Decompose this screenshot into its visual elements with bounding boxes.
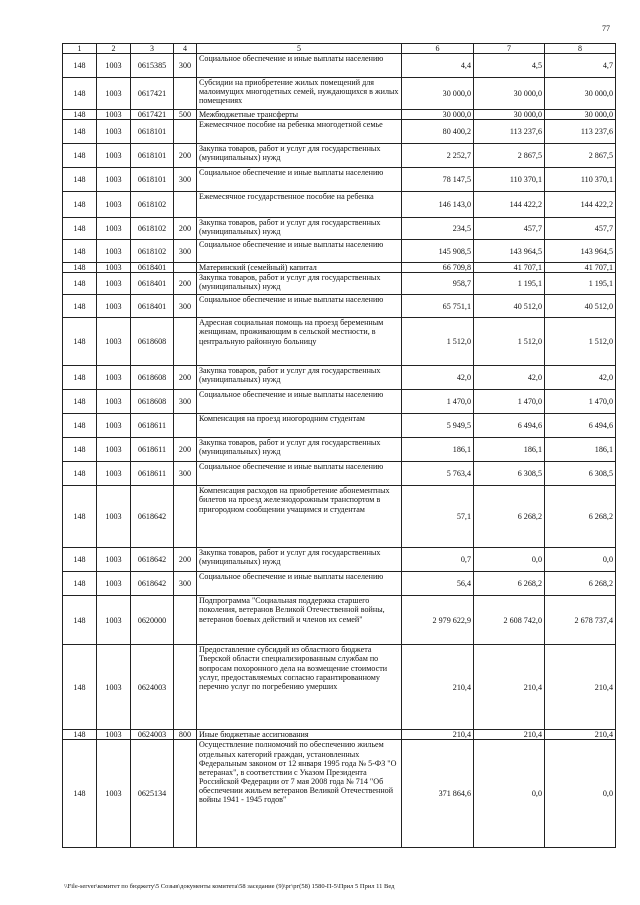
amount-year-1-cell: 234,5 <box>402 218 474 240</box>
section-code-cell: 1003 <box>97 486 131 548</box>
target-item-code-cell: 0618101 <box>131 144 174 168</box>
target-item-code-cell: 0618642 <box>131 572 174 596</box>
amount-year-1-cell: 4,4 <box>402 54 474 78</box>
ministry-code-cell: 148 <box>63 295 97 318</box>
amount-year-1-cell: 57,1 <box>402 486 474 548</box>
target-item-code-cell: 0618611 <box>131 438 174 462</box>
ministry-code-cell: 148 <box>63 645 97 730</box>
table-row <box>63 120 616 144</box>
section-code-cell: 1003 <box>97 390 131 414</box>
ministry-code-cell: 148 <box>63 414 97 438</box>
table-row <box>63 78 616 110</box>
amount-year-3-cell: 2 678 737,4 <box>545 596 616 645</box>
ministry-code-cell: 148 <box>63 263 97 273</box>
table-body <box>63 54 616 848</box>
table-row <box>63 110 616 120</box>
amount-year-1-cell: 371 864,6 <box>402 740 474 848</box>
ministry-code-cell: 148 <box>63 596 97 645</box>
column-number-row <box>63 44 616 54</box>
expense-type-code-cell <box>174 486 197 548</box>
target-item-code-cell: 0618401 <box>131 273 174 295</box>
target-item-code-cell: 0617421 <box>131 78 174 110</box>
description-cell: Социальное обеспечение и иные выплаты населению <box>197 390 402 414</box>
table-row <box>63 240 616 263</box>
amount-year-1-cell: 958,7 <box>402 273 474 295</box>
section-code-cell: 1003 <box>97 120 131 144</box>
description-cell: Компенсация на проезд иногородним студентам <box>197 414 402 438</box>
amount-year-1-cell: 145 908,5 <box>402 240 474 263</box>
description-cell: Ежемесячное пособие на ребенка многодетной семье <box>197 120 402 144</box>
section-code-cell: 1003 <box>97 462 131 486</box>
amount-year-1-cell: 186,1 <box>402 438 474 462</box>
table-row <box>63 596 616 645</box>
expense-type-code-cell <box>174 192 197 218</box>
section-code-cell: 1003 <box>97 295 131 318</box>
table-row <box>63 54 616 78</box>
amount-year-2-cell: 6 494,6 <box>474 414 545 438</box>
description-cell: Закупка товаров, работ и услуг для государственных (муниципальных) нужд <box>197 273 402 295</box>
table-row <box>63 168 616 192</box>
target-item-code-cell: 0624003 <box>131 730 174 740</box>
target-item-code-cell: 0618611 <box>131 414 174 438</box>
amount-year-3-cell: 210,4 <box>545 645 616 730</box>
target-item-code-cell: 0618401 <box>131 295 174 318</box>
target-item-code-cell: 0618101 <box>131 168 174 192</box>
target-item-code-cell: 0617421 <box>131 110 174 120</box>
description-cell: Подпрограмма "Социальная поддержка старшего поколения, ветеранов Великой Отечественной войны, ветеранов боевых действий и членов их семей" <box>197 596 402 645</box>
target-item-code-cell: 0618642 <box>131 548 174 572</box>
table-row <box>63 192 616 218</box>
amount-year-3-cell: 30 000,0 <box>545 110 616 120</box>
col-header-1: 1 <box>63 44 97 54</box>
amount-year-3-cell: 210,4 <box>545 730 616 740</box>
amount-year-1-cell: 2 252,7 <box>402 144 474 168</box>
amount-year-2-cell: 113 237,6 <box>474 120 545 144</box>
section-code-cell: 1003 <box>97 548 131 572</box>
table-row <box>63 295 616 318</box>
description-cell: Межбюджетные трансферты <box>197 110 402 120</box>
amount-year-2-cell: 210,4 <box>474 645 545 730</box>
amount-year-2-cell: 457,7 <box>474 218 545 240</box>
section-code-cell: 1003 <box>97 273 131 295</box>
expense-type-code-cell <box>174 740 197 848</box>
ministry-code-cell: 148 <box>63 730 97 740</box>
expense-type-code-cell: 200 <box>174 438 197 462</box>
ministry-code-cell: 148 <box>63 54 97 78</box>
description-cell: Социальное обеспечение и иные выплаты населению <box>197 295 402 318</box>
amount-year-2-cell: 30 000,0 <box>474 110 545 120</box>
amount-year-2-cell: 42,0 <box>474 366 545 390</box>
target-item-code-cell: 0618102 <box>131 192 174 218</box>
section-code-cell: 1003 <box>97 110 131 120</box>
ministry-code-cell: 148 <box>63 78 97 110</box>
amount-year-3-cell: 110 370,1 <box>545 168 616 192</box>
amount-year-1-cell: 30 000,0 <box>402 78 474 110</box>
table-row <box>63 273 616 295</box>
table-row <box>63 366 616 390</box>
amount-year-1-cell: 66 709,8 <box>402 263 474 273</box>
description-cell: Закупка товаров, работ и услуг для государственных (муниципальных) нужд <box>197 144 402 168</box>
description-cell: Ежемесячное государственное пособие на ребенка <box>197 192 402 218</box>
amount-year-1-cell: 2 979 622,9 <box>402 596 474 645</box>
table-row <box>63 645 616 730</box>
ministry-code-cell: 148 <box>63 110 97 120</box>
description-cell: Материнский (семейный) капитал <box>197 263 402 273</box>
description-cell: Компенсация расходов на приобретение абонементных билетов на проезд железнодорожным транспортом в пригородном сообщении учащимся и студентам <box>197 486 402 548</box>
footer-file-path: \\File-server\комитет по бюджету\5 Созыв\документы комитета\58 заседание (9)\рг\рг(58) 1580-П-5\Прил 5 Прил 11 Вед <box>64 883 395 890</box>
target-item-code-cell: 0618608 <box>131 318 174 366</box>
amount-year-2-cell: 1 195,1 <box>474 273 545 295</box>
budget-table <box>62 43 616 848</box>
amount-year-1-cell: 56,4 <box>402 572 474 596</box>
amount-year-2-cell: 144 422,2 <box>474 192 545 218</box>
amount-year-1-cell: 65 751,1 <box>402 295 474 318</box>
ministry-code-cell: 148 <box>63 572 97 596</box>
target-item-code-cell: 0618611 <box>131 462 174 486</box>
target-item-code-cell: 0625134 <box>131 740 174 848</box>
table-row <box>63 144 616 168</box>
amount-year-2-cell: 30 000,0 <box>474 78 545 110</box>
amount-year-2-cell: 6 268,2 <box>474 572 545 596</box>
target-item-code-cell: 0618401 <box>131 263 174 273</box>
section-code-cell: 1003 <box>97 645 131 730</box>
description-cell: Социальное обеспечение и иные выплаты населению <box>197 572 402 596</box>
expense-type-code-cell <box>174 120 197 144</box>
ministry-code-cell: 148 <box>63 438 97 462</box>
amount-year-3-cell: 6 268,2 <box>545 486 616 548</box>
amount-year-3-cell: 41 707,1 <box>545 263 616 273</box>
table-row <box>63 462 616 486</box>
amount-year-3-cell: 457,7 <box>545 218 616 240</box>
amount-year-1-cell: 146 143,0 <box>402 192 474 218</box>
ministry-code-cell: 148 <box>63 548 97 572</box>
col-header-3: 3 <box>131 44 174 54</box>
expense-type-code-cell: 500 <box>174 110 197 120</box>
target-item-code-cell: 0618102 <box>131 218 174 240</box>
amount-year-3-cell: 4,7 <box>545 54 616 78</box>
amount-year-2-cell: 6 268,2 <box>474 486 545 548</box>
section-code-cell: 1003 <box>97 168 131 192</box>
amount-year-2-cell: 1 512,0 <box>474 318 545 366</box>
col-header-6: 6 <box>402 44 474 54</box>
expense-type-code-cell: 200 <box>174 273 197 295</box>
table-row <box>63 730 616 740</box>
table-row <box>63 740 616 848</box>
expense-type-code-cell: 300 <box>174 572 197 596</box>
table-row <box>63 486 616 548</box>
description-cell: Закупка товаров, работ и услуг для государственных (муниципальных) нужд <box>197 218 402 240</box>
table-row <box>63 318 616 366</box>
table-row <box>63 414 616 438</box>
section-code-cell: 1003 <box>97 438 131 462</box>
section-code-cell: 1003 <box>97 414 131 438</box>
amount-year-2-cell: 2 608 742,0 <box>474 596 545 645</box>
description-cell: Социальное обеспечение и иные выплаты населению <box>197 462 402 486</box>
amount-year-3-cell: 2 867,5 <box>545 144 616 168</box>
amount-year-1-cell: 0,7 <box>402 548 474 572</box>
table-row <box>63 218 616 240</box>
section-code-cell: 1003 <box>97 240 131 263</box>
target-item-code-cell: 0615385 <box>131 54 174 78</box>
col-header-8: 8 <box>545 44 616 54</box>
amount-year-1-cell: 210,4 <box>402 645 474 730</box>
amount-year-2-cell: 1 470,0 <box>474 390 545 414</box>
amount-year-3-cell: 186,1 <box>545 438 616 462</box>
table-row <box>63 572 616 596</box>
amount-year-3-cell: 6 268,2 <box>545 572 616 596</box>
target-item-code-cell: 0618608 <box>131 366 174 390</box>
description-cell: Иные бюджетные ассигнования <box>197 730 402 740</box>
target-item-code-cell: 0618642 <box>131 486 174 548</box>
table-row <box>63 390 616 414</box>
ministry-code-cell: 148 <box>63 273 97 295</box>
col-header-2: 2 <box>97 44 131 54</box>
expense-type-code-cell: 300 <box>174 168 197 192</box>
expense-type-code-cell: 300 <box>174 390 197 414</box>
ministry-code-cell: 148 <box>63 318 97 366</box>
amount-year-1-cell: 42,0 <box>402 366 474 390</box>
description-cell: Закупка товаров, работ и услуг для государственных (муниципальных) нужд <box>197 438 402 462</box>
amount-year-1-cell: 5 763,4 <box>402 462 474 486</box>
expense-type-code-cell: 200 <box>174 144 197 168</box>
ministry-code-cell: 148 <box>63 462 97 486</box>
description-cell: Закупка товаров, работ и услуг для государственных (муниципальных) нужд <box>197 366 402 390</box>
amount-year-2-cell: 0,0 <box>474 548 545 572</box>
amount-year-3-cell: 1 195,1 <box>545 273 616 295</box>
ministry-code-cell: 148 <box>63 486 97 548</box>
col-header-7: 7 <box>474 44 545 54</box>
amount-year-3-cell: 0,0 <box>545 548 616 572</box>
expense-type-code-cell: 300 <box>174 240 197 263</box>
section-code-cell: 1003 <box>97 218 131 240</box>
description-cell: Адресная социальная помощь на проезд беременным женщинам, проживающим в сельской местности, в центральную районную больницу <box>197 318 402 366</box>
target-item-code-cell: 0624003 <box>131 645 174 730</box>
description-cell: Социальное обеспечение и иные выплаты населению <box>197 240 402 263</box>
amount-year-2-cell: 110 370,1 <box>474 168 545 192</box>
amount-year-2-cell: 143 964,5 <box>474 240 545 263</box>
amount-year-3-cell: 1 470,0 <box>545 390 616 414</box>
ministry-code-cell: 148 <box>63 240 97 263</box>
amount-year-3-cell: 1 512,0 <box>545 318 616 366</box>
amount-year-1-cell: 1 512,0 <box>402 318 474 366</box>
description-cell: Социальное обеспечение и иные выплаты населению <box>197 168 402 192</box>
amount-year-1-cell: 1 470,0 <box>402 390 474 414</box>
description-cell: Социальное обеспечение и иные выплаты населению <box>197 54 402 78</box>
table-row <box>63 548 616 572</box>
ministry-code-cell: 148 <box>63 218 97 240</box>
expense-type-code-cell: 300 <box>174 295 197 318</box>
target-item-code-cell: 0618101 <box>131 120 174 144</box>
section-code-cell: 1003 <box>97 366 131 390</box>
amount-year-1-cell: 5 949,5 <box>402 414 474 438</box>
amount-year-2-cell: 210,4 <box>474 730 545 740</box>
target-item-code-cell: 0618608 <box>131 390 174 414</box>
amount-year-3-cell: 6 308,5 <box>545 462 616 486</box>
expense-type-code-cell: 300 <box>174 462 197 486</box>
amount-year-3-cell: 42,0 <box>545 366 616 390</box>
expense-type-code-cell: 200 <box>174 366 197 390</box>
ministry-code-cell: 148 <box>63 366 97 390</box>
expense-type-code-cell: 200 <box>174 218 197 240</box>
section-code-cell: 1003 <box>97 572 131 596</box>
expense-type-code-cell <box>174 78 197 110</box>
expense-type-code-cell <box>174 318 197 366</box>
section-code-cell: 1003 <box>97 78 131 110</box>
amount-year-3-cell: 6 494,6 <box>545 414 616 438</box>
col-header-5: 5 <box>197 44 402 54</box>
amount-year-2-cell: 186,1 <box>474 438 545 462</box>
ministry-code-cell: 148 <box>63 192 97 218</box>
amount-year-2-cell: 40 512,0 <box>474 295 545 318</box>
target-item-code-cell: 0618102 <box>131 240 174 263</box>
amount-year-1-cell: 80 400,2 <box>402 120 474 144</box>
description-cell: Субсидии на приобретение жилых помещений для малоимущих многодетных семей, нуждающихся в жилых помещениях <box>197 78 402 110</box>
expense-type-code-cell <box>174 596 197 645</box>
amount-year-3-cell: 30 000,0 <box>545 78 616 110</box>
amount-year-3-cell: 143 964,5 <box>545 240 616 263</box>
amount-year-2-cell: 2 867,5 <box>474 144 545 168</box>
amount-year-1-cell: 78 147,5 <box>402 168 474 192</box>
amount-year-2-cell: 41 707,1 <box>474 263 545 273</box>
expense-type-code-cell <box>174 414 197 438</box>
section-code-cell: 1003 <box>97 263 131 273</box>
ministry-code-cell: 148 <box>63 390 97 414</box>
expense-type-code-cell: 300 <box>174 54 197 78</box>
expense-type-code-cell <box>174 263 197 273</box>
table-row <box>63 438 616 462</box>
section-code-cell: 1003 <box>97 192 131 218</box>
section-code-cell: 1003 <box>97 54 131 78</box>
expense-type-code-cell <box>174 645 197 730</box>
ministry-code-cell: 148 <box>63 144 97 168</box>
section-code-cell: 1003 <box>97 730 131 740</box>
amount-year-2-cell: 0,0 <box>474 740 545 848</box>
table-row <box>63 263 616 273</box>
amount-year-3-cell: 0,0 <box>545 740 616 848</box>
expense-type-code-cell: 800 <box>174 730 197 740</box>
ministry-code-cell: 148 <box>63 120 97 144</box>
section-code-cell: 1003 <box>97 740 131 848</box>
section-code-cell: 1003 <box>97 596 131 645</box>
description-cell: Предоставление субсидий из областного бюджета Тверской области специализированным службам по вопросам похоронного дела на возмещение стоимости услуг, предоставляемых согласно гарантированному перечню услуг по погребению умерших <box>197 645 402 730</box>
ministry-code-cell: 148 <box>63 168 97 192</box>
section-code-cell: 1003 <box>97 144 131 168</box>
expense-type-code-cell: 200 <box>174 548 197 572</box>
section-code-cell: 1003 <box>97 318 131 366</box>
description-cell: Осуществление полномочий по обеспечению жильем отдельных категорий граждан, установленных Федеральным законом от 12 января 1995 года № 5-ФЗ "О ветеранах", в соответствии с Указом Президента Российской Федерации от 7 мая 2008 года № 714 "Об обеспечении жильем ветеранов Великой Отечественной войны 1941 - 1945 годов" <box>197 740 402 848</box>
amount-year-3-cell: 113 237,6 <box>545 120 616 144</box>
col-header-4: 4 <box>174 44 197 54</box>
description-cell: Закупка товаров, работ и услуг для государственных (муниципальных) нужд <box>197 548 402 572</box>
ministry-code-cell: 148 <box>63 740 97 848</box>
page-number: 77 <box>602 24 610 33</box>
amount-year-1-cell: 210,4 <box>402 730 474 740</box>
amount-year-3-cell: 144 422,2 <box>545 192 616 218</box>
amount-year-3-cell: 40 512,0 <box>545 295 616 318</box>
amount-year-2-cell: 4,5 <box>474 54 545 78</box>
amount-year-1-cell: 30 000,0 <box>402 110 474 120</box>
target-item-code-cell: 0620000 <box>131 596 174 645</box>
amount-year-2-cell: 6 308,5 <box>474 462 545 486</box>
